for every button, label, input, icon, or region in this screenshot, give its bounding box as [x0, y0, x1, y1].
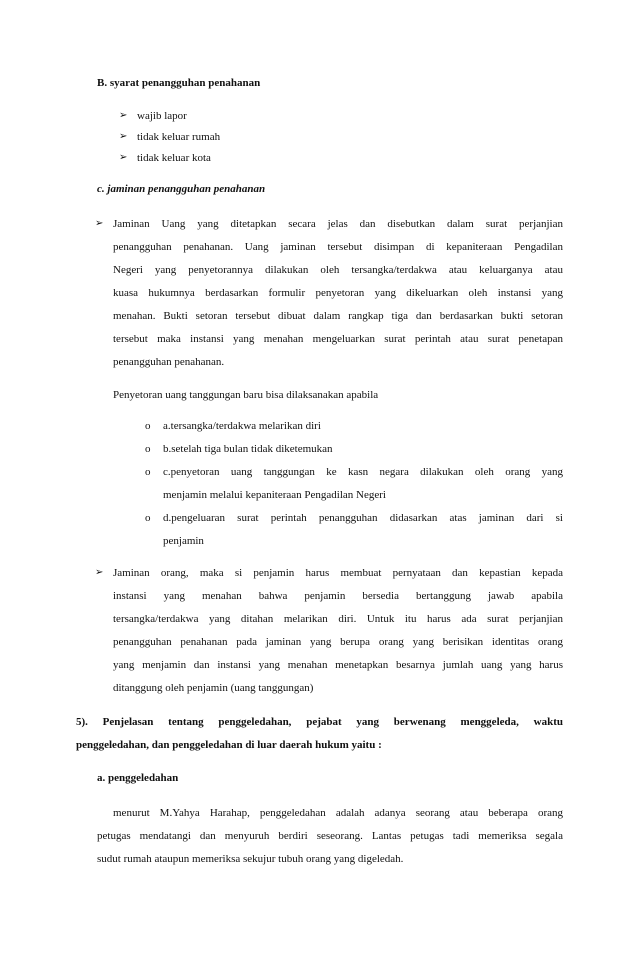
sub-a-heading: a. penggeledahan	[97, 772, 179, 784]
jaminan-uang-line: kuasa hukumnya berdasarkan formulir penyetoran yang dikeluarkan oleh instansi yang	[113, 287, 563, 299]
arrow-bullet-icon: ➢	[119, 110, 128, 121]
penyetoran-sub-item-cont: penjamin	[163, 535, 204, 547]
penyetoran-sub-item: a.tersangka/terdakwa melarikan diri	[163, 420, 321, 432]
section-5-heading-cont: penggeledahan, dan penggeledahan di luar daerah hukum yaitu :	[76, 739, 382, 751]
penyetoran-sub-item: c.penyetoran uang tanggungan ke kasn negara dilakukan oleh orang yang	[163, 466, 563, 478]
penyetoran-sub-item: b.setelah tiga bulan tidak diketemukan	[163, 443, 333, 455]
circle-bullet-icon: o	[145, 512, 151, 524]
jaminan-orang-line: ditanggung oleh penjamin (uang tanggungan)	[113, 682, 314, 694]
penggeledahan-paragraph-line: petugas mendatangi dan menyuruh berdiri seseorang. Lantas petugas tadi memeriksa segala	[97, 830, 563, 842]
section-b-item: tidak keluar kota	[137, 152, 211, 164]
arrow-bullet-icon: ➢	[119, 152, 128, 163]
jaminan-orang-line: tersangka/terdakwa yang ditahan melarikan diri. Untuk itu harus ada surat perjanjian	[113, 613, 563, 625]
penggeledahan-paragraph-line: sudut rumah ataupun memeriksa sekujur tubuh orang yang digeledah.	[97, 853, 404, 865]
jaminan-uang-line: Jaminan Uang yang ditetapkan secara jelas dan disebutkan dalam surat perjanjian	[113, 218, 563, 230]
jaminan-orang-line: instansi yang menahan bahwa penjamin bersedia bertanggung jawab apabila	[113, 590, 563, 602]
arrow-bullet-icon: ➢	[119, 131, 128, 142]
jaminan-uang-line: Negeri yang penyetorannya dilakukan oleh tersangka/terdakwa atau keluarganya atau	[113, 264, 563, 276]
section-b-item: wajib lapor	[137, 110, 187, 122]
section-5-heading: 5). Penjelasan tentang penggeledahan, pejabat yang berwenang menggeleda, waktu	[76, 716, 563, 728]
jaminan-orang-line: Jaminan orang, maka si penjamin harus membuat pernyataan dan kepastian kepada	[113, 567, 563, 579]
penyetoran-sub-item: d.pengeluaran surat perintah penangguhan didasarkan atas jaminan dari si	[163, 512, 563, 524]
circle-bullet-icon: o	[145, 443, 151, 455]
jaminan-uang-line: tersebut maka instansi yang menahan mengeluarkan surat perintah atau surat penetapan	[113, 333, 563, 345]
section-b-heading: B. syarat penangguhan penahanan	[97, 77, 261, 89]
jaminan-uang-line: penangguhan penahanan. Uang jaminan tersebut disimpan di kepaniteraan Pengadilan	[113, 241, 563, 253]
section-c-heading: c. jaminan penangguhan penahanan	[97, 183, 266, 195]
circle-bullet-icon: o	[145, 420, 151, 432]
jaminan-uang-line: penangguhan penahanan.	[113, 356, 225, 368]
penggeledahan-paragraph-line: menurut M.Yahya Harahap, penggeledahan adalah adanya seorang atau beberapa orang	[113, 807, 563, 819]
penyetoran-sub-item-cont: menjamin melalui kepaniteraan Pengadilan Negeri	[163, 489, 386, 501]
arrow-bullet-icon: ➢	[95, 218, 104, 229]
penyetoran-intro: Penyetoran uang tanggungan baru bisa dilaksanakan apabila	[113, 389, 379, 401]
section-b-item: tidak keluar rumah	[137, 131, 221, 143]
jaminan-uang-line: menahan. Bukti setoran tersebut dibuat dalam rangkap tiga dan berdasarkan bukti setoran	[113, 310, 563, 322]
circle-bullet-icon: o	[145, 466, 151, 478]
jaminan-orang-line: yang menjamin dan instansi yang menahan menetapkan besarnya jumlah uang yang harus	[113, 659, 563, 671]
arrow-bullet-icon: ➢	[95, 567, 104, 578]
jaminan-orang-line: penangguhan penahanan pada jaminan yang berupa orang yang berisikan identitas orang	[113, 636, 563, 648]
